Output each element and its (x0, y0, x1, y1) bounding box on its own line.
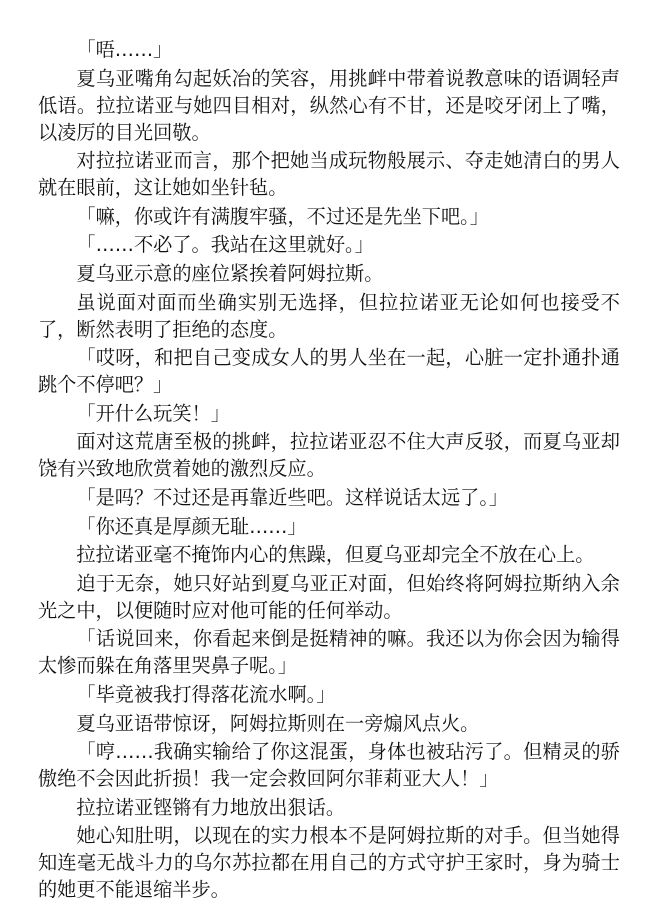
document-page (38, 36, 620, 905)
paragraph: 「嘛，你或许有满腹牢骚，不过还是先坐下吧。」 (76, 204, 489, 228)
paragraph: 面对这荒唐至极的挑衅，拉拉诺亚忍不住大声反驳，而夏乌亚却饶有兴致地欣赏着她的激烈反应。 (38, 430, 620, 481)
paragraph: 「毕竟被我打得落花流水啊。」 (76, 682, 336, 706)
paragraph: 「话说回来，你看起来倒是挺精神的嘛。我还以为你会因为输得太惨而躲在角落里哭鼻子呢。」 (38, 627, 620, 678)
paragraph: 「是吗？不过还是再靠近些吧。这样说话太远了。」 (76, 485, 509, 509)
paragraph: 对拉拉诺亚而言，那个把她当成玩物般展示、夺走她清白的男人就在眼前，这让她如坐针毡。 (38, 149, 620, 200)
paragraph: 虽说面对面而坐确实别无选择，但拉拉诺亚无论如何也接受不了，断然表明了拒绝的态度。 (38, 290, 620, 341)
paragraph: 「你还真是厚颜无耻……」 (76, 514, 307, 538)
paragraph: 「哎呀，和把自己变成女人的男人坐在一起，心脏一定扑通扑通跳个不停吧？」 (38, 346, 620, 397)
paragraph: 夏乌亚嘴角勾起妖冶的笑容，用挑衅中带着说教意味的语调轻声低语。拉拉诺亚与她四目相对，纵然心有不甘，还是咬牙闭上了嘴，以凌厉的目光回敬。 (38, 66, 620, 144)
paragraph: 「哼……我确实输给了你这混蛋，身体也被玷污了。但精灵的骄傲绝不会因此折损！我一定会救回阿尔菲莉亚大人！」 (38, 740, 620, 791)
paragraph: 夏乌亚示意的座位紧挨着阿姆拉斯。 (76, 261, 384, 285)
paragraph: 她心知肚明，以现在的实力根本不是阿姆拉斯的对手。但当她得知连毫无战斗力的乌尔苏拉都在用自己的方式守护王家时，身为骑士的她更不能退缩半步。 (38, 824, 620, 902)
paragraph: 夏乌亚语带惊讶，阿姆拉斯则在一旁煽风点火。 (76, 711, 480, 735)
paragraph: 「开什么玩笑！」 (76, 401, 230, 425)
paragraph: 「……不必了。我站在这里就好。」 (76, 233, 374, 257)
paragraph: 「唔……」 (76, 38, 173, 61)
paragraph: 拉拉诺亚毫不掩饰内心的焦躁，但夏乌亚却完全不放在心上。 (76, 543, 595, 567)
paragraph: 拉拉诺亚铿锵有力地放出狠话。 (76, 795, 346, 819)
paragraph: 迫于无奈，她只好站到夏乌亚正对面，但始终将阿姆拉斯纳入余光之中，以便随时应对他可能的任何举动。 (38, 571, 620, 622)
